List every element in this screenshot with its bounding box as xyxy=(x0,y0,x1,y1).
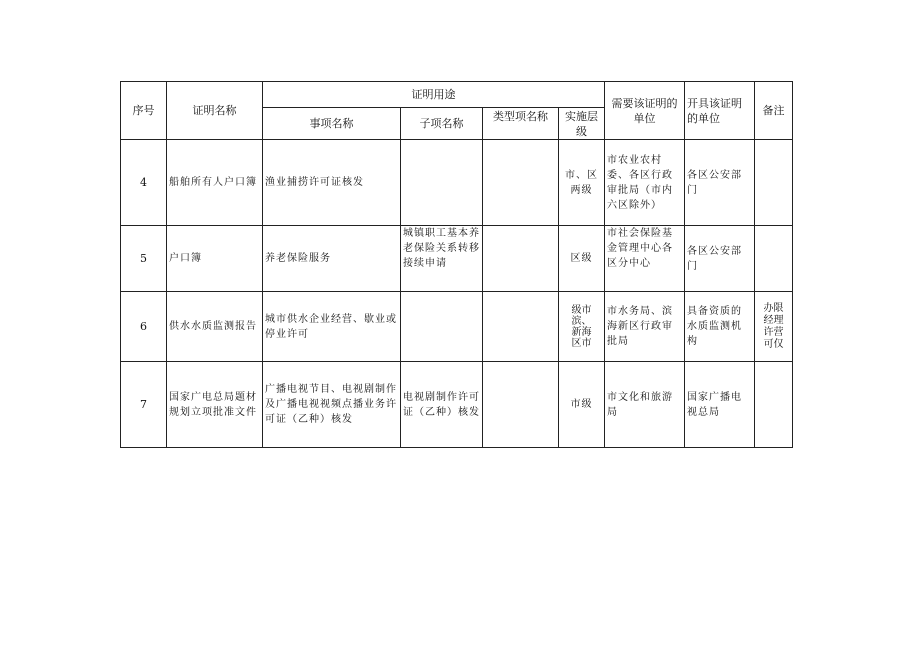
row-issue-unit: 各区公安部门 xyxy=(685,226,755,292)
row-issue-unit: 国家广播电视总局 xyxy=(685,362,755,448)
table-row xyxy=(121,140,793,226)
row-index: 7 xyxy=(121,362,167,448)
row-impl-level: 区级 xyxy=(559,226,605,292)
row-impl-level xyxy=(559,292,605,362)
row-impl-level: 市级 xyxy=(559,362,605,448)
row-need-unit: 市社会保险基金管理中心各区分中心 xyxy=(605,226,685,292)
row-index: 6 xyxy=(121,292,167,362)
row-cert-name: 船舶所有人户口簿 xyxy=(167,140,263,226)
row-remark xyxy=(755,140,793,226)
row-index: 4 xyxy=(121,140,167,226)
row-remark xyxy=(755,292,793,362)
row-issue-unit: 各区公安部门 xyxy=(685,140,755,226)
row-issue-unit: 具备资质的水质监测机构 xyxy=(685,292,755,362)
header-type-item-name-text: 类型项名称 xyxy=(493,110,548,123)
row-type-item-name xyxy=(483,140,559,226)
row-cert-name: 国家广电总局题材规划立项批准文件 xyxy=(167,362,263,448)
header-remark xyxy=(755,82,793,140)
row-need-unit: 市水务局、滨海新区行政审批局 xyxy=(605,292,685,362)
row-sub-item-name xyxy=(401,140,483,226)
table-row xyxy=(121,292,793,362)
row-type-item-name xyxy=(483,362,559,448)
header-type-item-name xyxy=(483,108,559,140)
row-need-unit: 市农业农村委、各区行政审批局（市内六区除外） xyxy=(605,140,685,226)
row-need-unit: 市文化和旅游局 xyxy=(605,362,685,448)
row-cert-name: 户口簿 xyxy=(167,226,263,292)
header-issue-unit xyxy=(685,82,755,140)
row-remark-text: 办限经理许营可仅 xyxy=(763,302,784,350)
table-row xyxy=(121,226,793,292)
row-impl-level: 市、区两级 xyxy=(559,140,605,226)
table-row xyxy=(121,362,793,448)
row-sub-item-name: 电视剧制作许可证（乙种）核发 xyxy=(401,362,483,448)
header-remark-text: 备注 xyxy=(762,104,785,117)
header-cert-name: 证明名称 xyxy=(167,82,263,140)
header-sub-item-name: 子项名称 xyxy=(401,108,483,140)
row-type-item-name xyxy=(483,226,559,292)
row-item-name: 广播电视节目、电视剧制作及广播电视视频点播业务许可证（乙种）核发 xyxy=(263,362,401,448)
row-sub-item-name xyxy=(401,292,483,362)
certificate-table xyxy=(120,81,793,448)
header-index: 序号 xyxy=(121,82,167,140)
row-remark xyxy=(755,226,793,292)
row-item-name: 渔业捕捞许可证核发 xyxy=(263,140,401,226)
row-type-item-name xyxy=(483,292,559,362)
row-index: 5 xyxy=(121,226,167,292)
header-need-unit xyxy=(605,82,685,140)
header-item-name: 事项名称 xyxy=(263,108,401,140)
header-impl-level: 实施层级 xyxy=(559,108,605,140)
row-sub-item-name: 城镇职工基本养老保险关系转移接续申请 xyxy=(401,226,483,292)
row-item-name: 养老保险服务 xyxy=(263,226,401,292)
row-cert-name: 供水水质监测报告 xyxy=(167,292,263,362)
row-remark xyxy=(755,362,793,448)
header-row-top xyxy=(121,82,793,108)
row-impl-level-text: 级市滨、新海区市 xyxy=(571,304,592,349)
header-need-unit-text: 需要该证明的单位 xyxy=(611,96,678,125)
row-item-name: 城市供水企业经营、歇业或停业许可 xyxy=(263,292,401,362)
header-issue-unit-text: 开具该证明的单位 xyxy=(687,96,742,125)
header-purpose: 证明用途 xyxy=(263,82,605,108)
